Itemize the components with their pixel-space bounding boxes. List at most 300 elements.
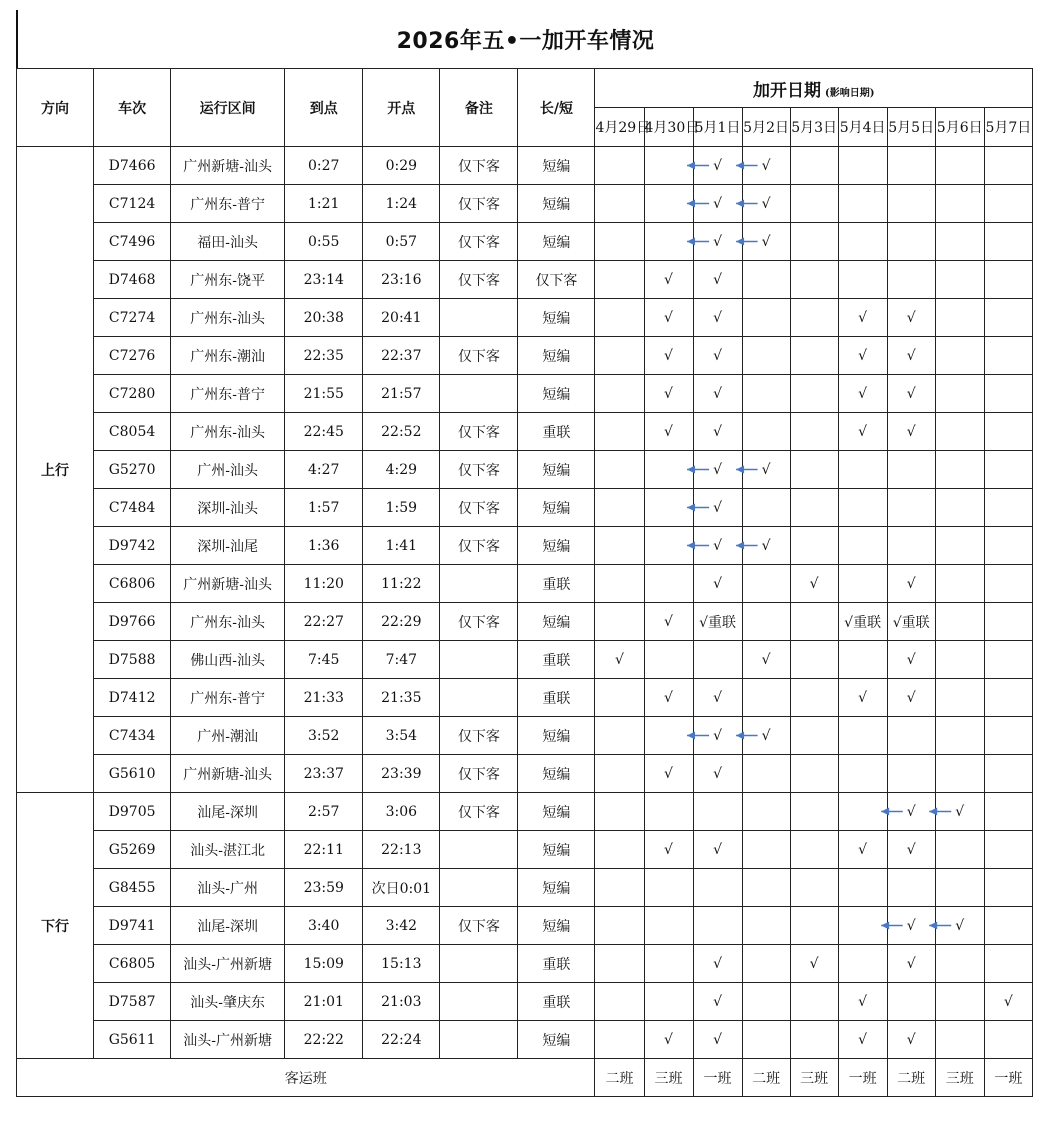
remark: 仅下客	[440, 223, 518, 261]
date-cell	[935, 1021, 984, 1059]
date-cell	[790, 375, 838, 413]
date-cell	[693, 451, 742, 489]
run-section: 福田-汕头	[171, 223, 285, 261]
date-cell	[790, 755, 838, 793]
check-mark: √	[713, 993, 722, 1010]
date-cell	[693, 223, 742, 261]
arrive-time: 22:45	[285, 413, 363, 451]
arrive-time: 21:01	[285, 983, 363, 1021]
date-cell	[935, 337, 984, 375]
date-cell	[790, 565, 838, 603]
date-cell	[693, 185, 742, 223]
formation: 短编	[518, 185, 595, 223]
date-cell	[644, 223, 693, 261]
run-section: 汕头-湛江北	[171, 831, 285, 869]
arrive-time: 21:55	[285, 375, 363, 413]
check-mark: √	[906, 841, 916, 858]
arrive-time: 11:20	[285, 565, 363, 603]
date-cell	[790, 261, 838, 299]
run-section: 汕头-肇庆东	[171, 983, 285, 1021]
formation: 短编	[518, 603, 595, 641]
remark	[440, 641, 518, 679]
depart-time: 22:13	[363, 831, 440, 869]
date-cell	[887, 451, 935, 489]
train-number: D9742	[94, 527, 171, 565]
arrive-time: 22:22	[285, 1021, 363, 1059]
date-cell	[838, 1021, 887, 1059]
date-cell	[644, 527, 693, 565]
formation: 短编	[518, 907, 595, 945]
arrive-time: 0:55	[285, 223, 363, 261]
table-row	[17, 755, 1033, 793]
check-mark: √	[858, 993, 868, 1010]
train-number: D9766	[94, 603, 171, 641]
date-cell	[742, 223, 790, 261]
date-cell	[693, 489, 742, 527]
date-cell	[693, 641, 742, 679]
date-cell	[887, 869, 935, 907]
check-mark: √	[761, 537, 771, 554]
check-mark: √	[858, 347, 868, 364]
check-mark: √	[664, 347, 673, 364]
date-cell	[887, 489, 935, 527]
depart-time: 22:29	[363, 603, 440, 641]
depart-time: 23:39	[363, 755, 440, 793]
date-cell	[887, 527, 935, 565]
run-section: 广州东-普宁	[171, 679, 285, 717]
arrive-time: 22:27	[285, 603, 363, 641]
date-cell	[644, 831, 693, 869]
formation: 短编	[518, 375, 595, 413]
date-cell	[984, 185, 1032, 223]
date-header: 4月30日	[644, 108, 693, 147]
date-cell	[887, 793, 935, 831]
date-cell	[838, 755, 887, 793]
formation: 短编	[518, 1021, 595, 1059]
date-cell	[693, 945, 742, 983]
depart-time: 21:35	[363, 679, 440, 717]
date-cell	[742, 451, 790, 489]
check-mark: √	[713, 499, 722, 516]
date-cell	[693, 755, 742, 793]
remark	[440, 679, 518, 717]
date-cell	[595, 717, 644, 755]
page-title: 2026年五•一加开车情况	[16, 10, 1033, 68]
table-row	[17, 223, 1033, 261]
date-cell	[742, 945, 790, 983]
train-number: D7412	[94, 679, 171, 717]
check-mark: √	[906, 347, 916, 364]
depart-time: 3:06	[363, 793, 440, 831]
date-cell	[595, 337, 644, 375]
table-row	[17, 793, 1033, 831]
date-cell	[887, 755, 935, 793]
date-cell	[595, 451, 644, 489]
table-row	[17, 489, 1033, 527]
date-cell	[742, 603, 790, 641]
header-length: 长/短	[518, 69, 595, 147]
date-cell	[984, 337, 1032, 375]
arrive-time: 1:36	[285, 527, 363, 565]
date-cell	[935, 679, 984, 717]
date-cell	[790, 1021, 838, 1059]
date-cell	[935, 147, 984, 185]
remark: 仅下客	[440, 185, 518, 223]
formation: 短编	[518, 717, 595, 755]
date-cell	[935, 413, 984, 451]
date-cell	[935, 527, 984, 565]
formation: 短编	[518, 451, 595, 489]
train-number: G5270	[94, 451, 171, 489]
date-cell	[984, 603, 1032, 641]
header-remark: 备注	[440, 69, 518, 147]
remark: 仅下客	[440, 337, 518, 375]
depart-time: 22:37	[363, 337, 440, 375]
header-train: 车次	[94, 69, 171, 147]
date-cell	[790, 679, 838, 717]
depart-time: 1:24	[363, 185, 440, 223]
date-cell	[887, 831, 935, 869]
check-mark: √	[713, 537, 722, 554]
date-cell	[838, 945, 887, 983]
date-cell	[887, 907, 935, 945]
date-cell	[595, 413, 644, 451]
check-mark: √	[713, 765, 722, 782]
date-cell	[887, 945, 935, 983]
table-row	[17, 299, 1033, 337]
check-mark: √	[664, 841, 673, 858]
date-cell	[742, 717, 790, 755]
date-cell	[693, 413, 742, 451]
remark	[440, 1021, 518, 1059]
footer-label: 客运班	[17, 1059, 595, 1097]
date-cell	[935, 565, 984, 603]
run-section: 广州东-普宁	[171, 185, 285, 223]
date-cell	[595, 793, 644, 831]
header-dates-title: 加开日期	[753, 80, 821, 101]
header-arrive: 到点	[285, 69, 363, 147]
arrive-time: 0:27	[285, 147, 363, 185]
check-mark: √	[713, 385, 722, 402]
remark: 仅下客	[440, 261, 518, 299]
table-row	[17, 831, 1033, 869]
run-section: 汕头-广州新塘	[171, 945, 285, 983]
remark	[440, 869, 518, 907]
train-number: D7587	[94, 983, 171, 1021]
date-cell	[595, 603, 644, 641]
date-cell	[595, 185, 644, 223]
date-cell	[644, 413, 693, 451]
formation: 仅下客	[518, 261, 595, 299]
direction-label: 下行	[17, 793, 94, 1059]
date-cell	[790, 641, 838, 679]
date-cell	[790, 869, 838, 907]
train-number: C7484	[94, 489, 171, 527]
date-cell	[790, 983, 838, 1021]
date-cell	[644, 1021, 693, 1059]
date-cell	[644, 641, 693, 679]
date-header: 5月6日	[935, 108, 984, 147]
date-cell	[644, 261, 693, 299]
run-section: 汕头-广州	[171, 869, 285, 907]
train-number: G8455	[94, 869, 171, 907]
formation: 重联	[518, 983, 595, 1021]
shift-label: 一班	[984, 1059, 1032, 1097]
date-cell	[644, 907, 693, 945]
depart-time: 21:03	[363, 983, 440, 1021]
run-section: 汕头-广州新塘	[171, 1021, 285, 1059]
date-cell	[790, 337, 838, 375]
date-cell	[935, 755, 984, 793]
remark	[440, 375, 518, 413]
date-cell	[935, 907, 984, 945]
train-number: D7468	[94, 261, 171, 299]
date-cell	[742, 907, 790, 945]
table-row	[17, 565, 1033, 603]
date-cell	[887, 185, 935, 223]
train-number: G5611	[94, 1021, 171, 1059]
train-number: C8054	[94, 413, 171, 451]
check-mark: √	[858, 385, 868, 402]
date-cell	[838, 869, 887, 907]
date-cell	[742, 527, 790, 565]
depart-time: 0:29	[363, 147, 440, 185]
header-direction: 方向	[17, 69, 94, 147]
depart-time: 15:13	[363, 945, 440, 983]
check-mark: √	[664, 271, 673, 288]
check-mark: √	[713, 423, 722, 440]
table-row	[17, 869, 1033, 907]
check-mark: √	[906, 917, 916, 934]
date-cell	[742, 261, 790, 299]
depart-time: 4:29	[363, 451, 440, 489]
table-row	[17, 945, 1033, 983]
date-cell	[887, 299, 935, 337]
arrive-time: 1:57	[285, 489, 363, 527]
check-mark: √	[713, 157, 722, 174]
check-mark: √	[664, 765, 673, 782]
check-mark: √重联	[892, 614, 930, 631]
arrive-time: 4:27	[285, 451, 363, 489]
table-row	[17, 527, 1033, 565]
date-cell	[838, 717, 887, 755]
remark	[440, 565, 518, 603]
date-cell	[644, 603, 693, 641]
depart-time: 22:52	[363, 413, 440, 451]
date-cell	[838, 261, 887, 299]
check-mark: √	[809, 575, 819, 592]
run-section: 汕尾-深圳	[171, 793, 285, 831]
train-number: D9705	[94, 793, 171, 831]
date-cell	[984, 147, 1032, 185]
date-cell	[838, 641, 887, 679]
check-mark: √	[906, 423, 916, 440]
check-mark: √	[713, 461, 722, 478]
run-section: 广州东-汕头	[171, 299, 285, 337]
formation: 短编	[518, 337, 595, 375]
train-number: G5269	[94, 831, 171, 869]
date-cell	[790, 299, 838, 337]
depart-time: 23:16	[363, 261, 440, 299]
remark: 仅下客	[440, 527, 518, 565]
date-cell	[984, 413, 1032, 451]
date-cell	[742, 147, 790, 185]
table-row	[17, 337, 1033, 375]
date-header: 5月7日	[984, 108, 1032, 147]
date-cell	[644, 679, 693, 717]
date-cell	[644, 565, 693, 603]
date-cell	[693, 565, 742, 603]
formation: 短编	[518, 223, 595, 261]
run-section: 广州东-饶平	[171, 261, 285, 299]
date-cell	[984, 527, 1032, 565]
date-cell	[693, 679, 742, 717]
shift-label: 二班	[595, 1059, 644, 1097]
run-section: 广州东-潮汕	[171, 337, 285, 375]
date-cell	[790, 223, 838, 261]
check-mark: √	[713, 575, 722, 592]
date-cell	[984, 869, 1032, 907]
depart-time: 21:57	[363, 375, 440, 413]
date-cell	[887, 1021, 935, 1059]
date-cell	[935, 261, 984, 299]
date-cell	[595, 489, 644, 527]
depart-time: 0:57	[363, 223, 440, 261]
formation: 短编	[518, 527, 595, 565]
date-cell	[984, 299, 1032, 337]
train-number: C7276	[94, 337, 171, 375]
check-mark: √	[761, 195, 771, 212]
formation: 短编	[518, 755, 595, 793]
date-cell	[790, 185, 838, 223]
date-cell	[644, 983, 693, 1021]
table-row	[17, 185, 1033, 223]
depart-time: 7:47	[363, 641, 440, 679]
date-cell	[838, 375, 887, 413]
date-cell	[984, 831, 1032, 869]
shift-label: 二班	[742, 1059, 790, 1097]
date-cell	[693, 831, 742, 869]
check-mark: √	[906, 575, 916, 592]
run-section: 广州东-普宁	[171, 375, 285, 413]
check-mark: √	[858, 841, 868, 858]
date-cell	[984, 375, 1032, 413]
date-cell	[935, 983, 984, 1021]
table-row	[17, 603, 1033, 641]
date-cell	[790, 945, 838, 983]
date-cell	[644, 375, 693, 413]
date-cell	[838, 223, 887, 261]
check-mark: √重联	[844, 614, 882, 631]
check-mark: √	[713, 689, 722, 706]
run-section: 广州新塘-汕头	[171, 755, 285, 793]
date-cell	[644, 489, 693, 527]
remark: 仅下客	[440, 451, 518, 489]
arrive-time: 1:21	[285, 185, 363, 223]
check-mark: √	[955, 917, 965, 934]
check-mark: √	[713, 1031, 722, 1048]
check-mark: √	[713, 309, 722, 326]
check-mark: √	[664, 423, 673, 440]
table-row	[17, 907, 1033, 945]
date-cell	[887, 983, 935, 1021]
arrive-time: 3:52	[285, 717, 363, 755]
date-cell	[984, 793, 1032, 831]
train-number: C7274	[94, 299, 171, 337]
formation: 短编	[518, 489, 595, 527]
date-cell	[790, 831, 838, 869]
date-cell	[742, 413, 790, 451]
formation: 重联	[518, 679, 595, 717]
date-cell	[644, 185, 693, 223]
arrive-time: 2:57	[285, 793, 363, 831]
depart-time: 11:22	[363, 565, 440, 603]
remark: 仅下客	[440, 147, 518, 185]
date-cell	[742, 641, 790, 679]
table-row	[17, 641, 1033, 679]
train-number: C6805	[94, 945, 171, 983]
table-row	[17, 147, 1033, 185]
date-cell	[742, 679, 790, 717]
check-mark: √	[858, 1031, 868, 1048]
arrive-time: 23:37	[285, 755, 363, 793]
check-mark: √	[906, 803, 916, 820]
formation: 短编	[518, 869, 595, 907]
date-cell	[742, 831, 790, 869]
check-mark: √	[858, 423, 868, 440]
check-mark: √	[761, 233, 771, 250]
date-cell	[838, 185, 887, 223]
arrive-time: 22:35	[285, 337, 363, 375]
remark: 仅下客	[440, 755, 518, 793]
run-section: 深圳-汕尾	[171, 527, 285, 565]
shift-label: 一班	[838, 1059, 887, 1097]
footer-row	[17, 1059, 1033, 1097]
run-section: 佛山西-汕头	[171, 641, 285, 679]
date-cell	[887, 261, 935, 299]
train-number: C7124	[94, 185, 171, 223]
date-cell	[984, 489, 1032, 527]
date-cell	[838, 413, 887, 451]
date-header: 5月2日	[742, 108, 790, 147]
date-cell	[742, 185, 790, 223]
date-cell	[595, 1021, 644, 1059]
check-mark: √	[664, 1031, 673, 1048]
train-number: D7588	[94, 641, 171, 679]
train-number: C7496	[94, 223, 171, 261]
formation: 重联	[518, 565, 595, 603]
date-cell	[935, 489, 984, 527]
date-cell	[838, 831, 887, 869]
check-mark: √	[858, 309, 868, 326]
date-cell	[644, 793, 693, 831]
header-depart: 开点	[363, 69, 440, 147]
arrive-time: 3:40	[285, 907, 363, 945]
date-cell	[887, 223, 935, 261]
check-mark: √	[713, 841, 722, 858]
date-cell	[595, 641, 644, 679]
date-cell	[790, 413, 838, 451]
date-cell	[595, 147, 644, 185]
date-header: 5月1日	[693, 108, 742, 147]
date-cell	[693, 147, 742, 185]
date-cell	[595, 869, 644, 907]
table-row	[17, 261, 1033, 299]
check-mark: √	[713, 233, 722, 250]
run-section: 广州新塘-汕头	[171, 147, 285, 185]
date-cell	[935, 299, 984, 337]
date-cell	[838, 565, 887, 603]
